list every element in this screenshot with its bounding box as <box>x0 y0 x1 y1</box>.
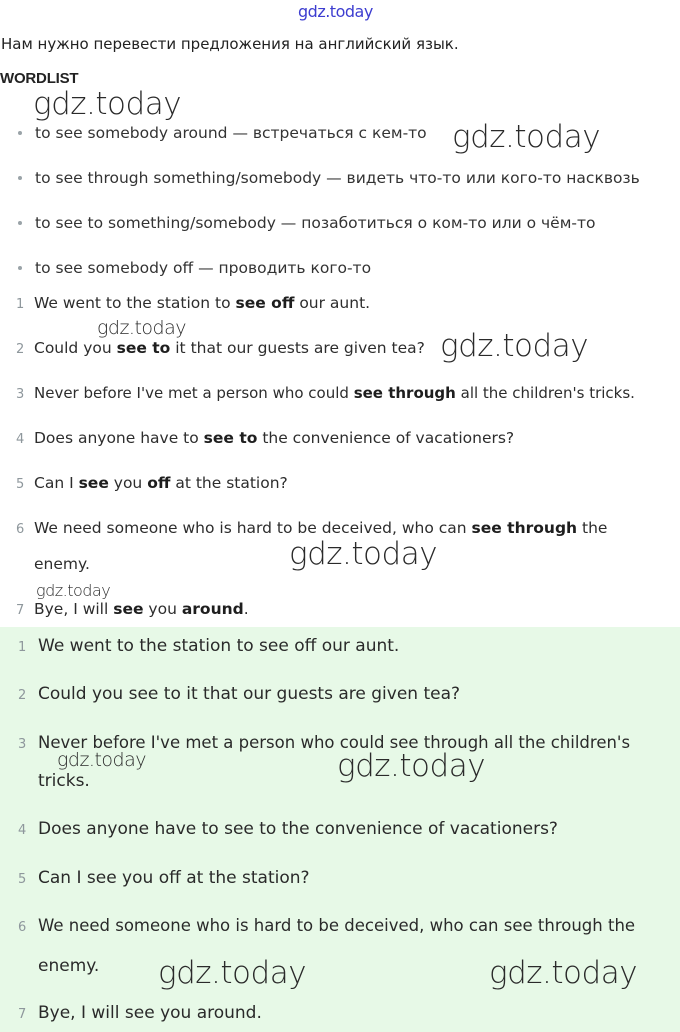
sentence-row <box>16 339 425 357</box>
watermark: gdz.today <box>57 749 146 771</box>
watermark-top: gdz.today <box>298 2 373 21</box>
sentence-row <box>16 474 288 492</box>
answer-text: Bye, I will see you around. <box>38 1003 262 1023</box>
sentence-text: it that our guests are given tea? <box>170 339 425 357</box>
phrasal-verb: see <box>113 600 144 618</box>
sentence-continuation: enemy. <box>34 555 90 573</box>
sentence-number: 6 <box>16 522 25 537</box>
answer-row <box>18 916 635 935</box>
wordlist-item <box>18 169 640 187</box>
sentence-text: Can I <box>34 474 79 492</box>
sentence-row <box>16 600 249 618</box>
phrasal-verb: off <box>147 474 171 492</box>
answer-row <box>18 819 558 839</box>
watermark: gdz.today <box>33 86 182 122</box>
answer-text: Never before I've met a person who could see through all the children's <box>38 733 631 752</box>
sentence-text: the convenience of vacationers? <box>257 429 515 447</box>
answer-row <box>18 636 399 656</box>
answer-row <box>18 684 460 704</box>
watermark: gdz.today <box>158 955 307 991</box>
wordlist-item-text: to see through something/somebody — видеть что-то или кого-то насквозь <box>35 169 640 187</box>
phrasal-verb: see to <box>116 339 171 357</box>
answer-number: 3 <box>18 737 27 752</box>
wordlist-item <box>18 259 371 277</box>
sentence-number: 5 <box>16 477 25 492</box>
answer-number: 1 <box>18 640 27 655</box>
sentence-row <box>16 519 607 537</box>
sentence-number: 1 <box>16 297 25 312</box>
answer-text: We went to the station to see off our aunt. <box>38 636 400 656</box>
sentence-row <box>16 429 514 447</box>
watermark: gdz.today <box>289 536 438 572</box>
sentence-text: Could you <box>34 339 117 357</box>
answer-number: 7 <box>18 1007 27 1022</box>
phrasal-verb: see through <box>353 384 456 402</box>
sentence-text: you <box>108 474 148 492</box>
sentence-number: 3 <box>16 387 25 402</box>
sentence-row <box>16 294 370 312</box>
sentence-text: all the children's tricks. <box>455 384 635 402</box>
wordlist-item <box>18 214 596 232</box>
watermark: gdz.today <box>337 748 486 784</box>
wordlist-item <box>18 124 427 142</box>
intro-text: Нам нужно перевести предложения на английский язык. <box>1 35 459 53</box>
answer-number: 6 <box>18 920 27 935</box>
phrasal-verb: see through <box>471 519 578 537</box>
answer-row <box>18 1003 262 1023</box>
phrasal-verb: around <box>181 600 244 618</box>
phrasal-verb: see to <box>203 429 258 447</box>
sentence-text: you <box>143 600 182 618</box>
wordlist-item-text: to see somebody around — встречаться с кем-то <box>35 124 427 142</box>
sentence-text: Bye, I will <box>34 600 114 618</box>
phrasal-verb: see off <box>235 294 295 312</box>
sentence-row <box>16 384 635 402</box>
sentence-text: We went to the station to <box>34 294 236 312</box>
answer-text: Does anyone have to see to the convenience of vacationers? <box>38 819 558 839</box>
wordlist-item-text: to see somebody off — проводить кого-то <box>35 259 372 277</box>
answer-number: 2 <box>18 688 27 703</box>
bullet-icon <box>18 221 22 225</box>
sentence-number: 4 <box>16 432 25 447</box>
sentence-text: Does anyone have to <box>34 429 204 447</box>
answer-text: Could you see to it that our guests are given tea? <box>38 684 461 704</box>
sentence-number: 7 <box>16 603 25 618</box>
answer-text: Can I see you off at the station? <box>38 868 310 888</box>
wordlist-item-text: to see to something/somebody — позаботиться о ком-то или о чём-то <box>35 214 596 232</box>
sentence-number: 2 <box>16 342 25 357</box>
watermark: gdz.today <box>452 119 601 155</box>
bullet-icon <box>18 266 22 270</box>
answer-number: 4 <box>18 823 27 838</box>
sentence-text: . <box>243 600 249 618</box>
phrasal-verb: see <box>78 474 109 492</box>
answer-continuation: tricks. <box>38 771 90 791</box>
answer-number: 5 <box>18 872 27 887</box>
answer-continuation: enemy. <box>38 956 100 976</box>
watermark: gdz.today <box>97 317 186 339</box>
watermark: gdz.today <box>489 955 638 991</box>
watermark: gdz.today <box>440 328 589 364</box>
watermark: gdz.today <box>36 581 111 600</box>
sentence-text: our aunt. <box>294 294 371 312</box>
wordlist-heading: WORDLIST <box>0 70 79 87</box>
sentence-text: We need someone who is hard to be deceived, who can <box>34 519 472 537</box>
bullet-icon <box>18 131 22 135</box>
answer-row <box>18 868 310 888</box>
bullet-icon <box>18 176 22 180</box>
sentence-text: at the station? <box>170 474 288 492</box>
sentence-text: Never before I've met a person who could <box>34 384 354 402</box>
sentence-text: the <box>577 519 608 537</box>
answer-text: We need someone who is hard to be deceived, who can see through the <box>38 916 636 935</box>
